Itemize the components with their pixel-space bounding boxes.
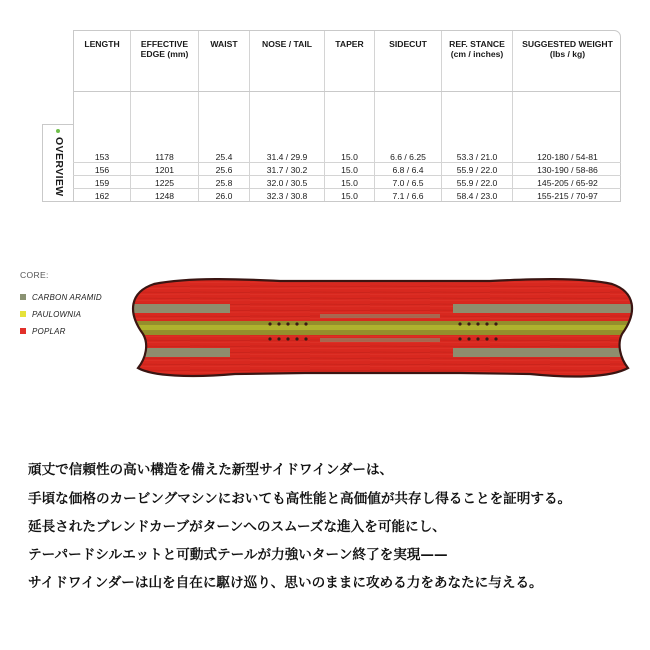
column-header-line: EFFECTIVE [140, 39, 189, 49]
legend-swatch-carbon-aramid [20, 294, 26, 300]
overview-label: OVERVIEW [53, 137, 65, 197]
table-cell: 25.8 [215, 178, 233, 188]
column-taper [325, 31, 375, 202]
table-cell: 1248 [154, 191, 175, 201]
column-header-line: WAIST [210, 39, 238, 49]
description-line: 延長されたブレンドカーブがターンへのスムーズな進入を可能にし、 [28, 519, 446, 535]
column-effective-edge [131, 31, 199, 202]
table-cell: 32.0 / 30.5 [266, 178, 308, 188]
table-cell: 55.9 / 22.0 [456, 178, 498, 188]
table-cell: 15.0 [341, 152, 358, 162]
table-cell: 6.8 / 6.4 [392, 165, 424, 175]
description-line: 頑丈で信頼性の高い構造を備えた新型サイドワインダーは、 [28, 462, 394, 478]
table-cell: 25.6 [215, 165, 233, 175]
snowboard-core-image [130, 272, 635, 384]
column-header-line: NOSE / TAIL [262, 39, 312, 49]
column-header [131, 39, 198, 59]
column-header-line: SIDECUT [389, 39, 427, 49]
carbon-strip-tail-bottom [453, 348, 635, 357]
column-ref-stance [442, 31, 513, 202]
column-sidecut [375, 31, 442, 202]
description-line: 手頃な価格のカービングマシンにおいても高性能と高価値が共存し得ることを証明する。 [28, 491, 572, 507]
table-cell: 25.4 [215, 152, 233, 162]
row-divider [73, 175, 621, 176]
column-header-line: EDGE (mm) [140, 49, 189, 59]
description-line: サイドワインダーは山を自在に駆け巡り、思いのままに攻める力をあなたに与える。 [28, 575, 543, 591]
legend-label: CARBON ARAMID [32, 292, 102, 302]
column-header-line: (cm / inches) [450, 49, 504, 59]
column-header [375, 39, 441, 49]
column-suggested-weight [513, 31, 621, 202]
table-cell: 162 [94, 191, 110, 201]
column-header-line: SUGGESTED WEIGHT [522, 39, 613, 49]
column-header-line: TAPER [335, 39, 364, 49]
legend-label: POPLAR [32, 326, 66, 336]
table-cell: 1201 [154, 165, 175, 175]
column-header [74, 39, 130, 49]
legend-item-carbon-aramid [20, 292, 102, 302]
table-cell: 53.3 / 21.0 [456, 152, 498, 162]
header-divider [73, 91, 621, 92]
table-cell: 7.0 / 6.5 [392, 178, 424, 188]
carbon-strip-nose-top [130, 304, 230, 313]
table-cell: 31.4 / 29.9 [266, 152, 308, 162]
table-cell: 32.3 / 30.8 [266, 191, 308, 201]
table-cell: 159 [94, 178, 110, 188]
table-cell: 145-205 / 65-92 [537, 178, 598, 188]
spec-section [42, 30, 621, 202]
carbon-strip-tail-top [453, 304, 635, 313]
row-divider [73, 188, 621, 189]
table-cell: 120-180 / 54-81 [537, 152, 598, 162]
table-cell: 130-190 / 58-86 [537, 165, 598, 175]
column-length [74, 31, 131, 202]
column-header [250, 39, 324, 49]
column-nose-tail [250, 31, 325, 202]
table-cell: 6.6 / 6.25 [390, 152, 426, 162]
legend-swatch-paulownia [20, 311, 26, 317]
table-cell: 15.0 [341, 165, 358, 175]
column-header [442, 39, 512, 59]
column-header-line: REF. STANCE [449, 39, 505, 49]
table-cell: 58.4 / 23.0 [456, 191, 498, 201]
column-header [199, 39, 249, 49]
table-cell: 15.0 [341, 178, 358, 188]
overview-dot-icon [56, 129, 60, 133]
column-header [325, 39, 374, 49]
table-cell: 55.9 / 22.0 [456, 165, 498, 175]
column-header [513, 39, 621, 59]
table-cell: 1225 [154, 178, 175, 188]
legend-item-poplar [20, 326, 66, 336]
core-title: CORE: [20, 270, 49, 280]
overview-tab [42, 124, 73, 202]
column-header-line: (lbs / kg) [549, 49, 586, 59]
table-cell: 156 [94, 165, 110, 175]
table-cell: 7.1 / 6.6 [392, 191, 424, 201]
table-cell: 155-215 / 70-97 [537, 191, 598, 201]
column-header-line: LENGTH [84, 39, 120, 49]
spec-table [73, 30, 621, 202]
row-divider [73, 162, 621, 163]
column-waist [199, 31, 250, 202]
legend-item-paulownia [20, 309, 81, 319]
legend-label: PAULOWNIA [32, 309, 82, 319]
table-cell: 153 [94, 152, 110, 162]
table-cell: 31.7 / 30.2 [266, 165, 308, 175]
table-cell: 1178 [155, 152, 174, 162]
table-cell: 26.0 [215, 191, 233, 201]
description-line: テーパードシルエットと可動式テールが力強いターン終了を実現—— [28, 547, 448, 563]
table-cell: 15.0 [341, 191, 358, 201]
legend-swatch-poplar [20, 328, 26, 334]
